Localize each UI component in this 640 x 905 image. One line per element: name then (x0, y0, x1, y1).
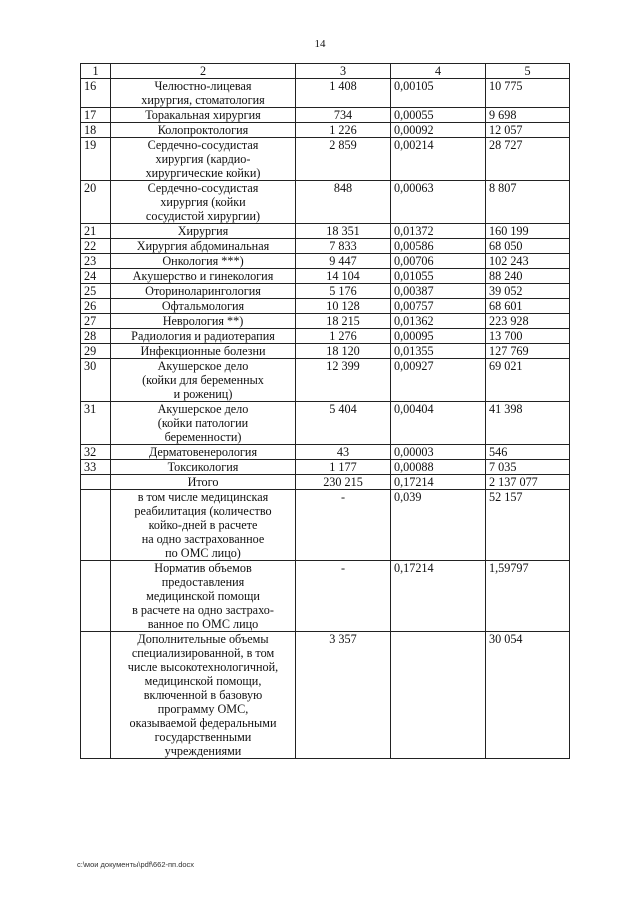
row-value-col5: 160 199 (486, 224, 570, 239)
row-number-cell: 23 (81, 254, 111, 269)
row-value-col4: 0,01362 (391, 314, 486, 329)
row-value-col5: 223 928 (486, 314, 570, 329)
row-number-cell: 30 (81, 359, 111, 402)
row-value-col4: 0,01055 (391, 269, 486, 284)
row-value-col4: 0,00757 (391, 299, 486, 314)
row-value-col4: 0,00055 (391, 108, 486, 123)
row-name-cell: Неврология **) (111, 314, 296, 329)
row-value-col4: 0,00105 (391, 79, 486, 108)
row-value-col3: 1 276 (296, 329, 391, 344)
row-value-col3: 5 176 (296, 284, 391, 299)
table-row (81, 299, 570, 314)
row-value-col3: 1 177 (296, 460, 391, 475)
row-value-col4: 0,00214 (391, 138, 486, 181)
row-number-cell: 19 (81, 138, 111, 181)
row-name-cell: Акушерство и гинекология (111, 269, 296, 284)
row-value-col4: 0,00927 (391, 359, 486, 402)
row-value-col4: 0,00088 (391, 460, 486, 475)
row-value-col4: 0,00404 (391, 402, 486, 445)
row-number-cell (81, 561, 111, 632)
row-value-col4: 0,00706 (391, 254, 486, 269)
row-value-col3: 2 859 (296, 138, 391, 181)
table-row (81, 254, 570, 269)
row-number-cell: 33 (81, 460, 111, 475)
row-number-cell: 24 (81, 269, 111, 284)
table-row (81, 79, 570, 108)
row-value-col3: 14 104 (296, 269, 391, 284)
row-number-cell: 25 (81, 284, 111, 299)
row-value-col5: 10 775 (486, 79, 570, 108)
table-row (81, 269, 570, 284)
row-value-col4: 0,17214 (391, 561, 486, 632)
row-value-col5: 102 243 (486, 254, 570, 269)
row-value-col5: 28 727 (486, 138, 570, 181)
row-value-col5: 12 057 (486, 123, 570, 138)
row-name-cell: Акушерское дело (койки патологии беременности) (111, 402, 296, 445)
row-number-cell: 29 (81, 344, 111, 359)
page-number: 14 (314, 38, 326, 50)
table-row (81, 284, 570, 299)
row-number-cell (81, 632, 111, 759)
table-header-row (81, 64, 570, 79)
footer-file-path: c:\мои документы\pdf\662-пп.docx (77, 860, 195, 869)
row-value-col3: 10 128 (296, 299, 391, 314)
row-name-cell: Онкология ***) (111, 254, 296, 269)
row-value-col3: - (296, 561, 391, 632)
table-row (81, 632, 570, 759)
row-value-col4: 0,01372 (391, 224, 486, 239)
row-value-col3: 3 357 (296, 632, 391, 759)
row-name-cell: Сердечно-сосудистая хирургия (кардио- хирургические койки) (111, 138, 296, 181)
row-value-col3: 7 833 (296, 239, 391, 254)
row-number-cell: 22 (81, 239, 111, 254)
row-value-col3: - (296, 490, 391, 561)
row-value-col3: 1 408 (296, 79, 391, 108)
row-value-col5: 9 698 (486, 108, 570, 123)
row-name-cell: Сердечно-сосудистая хирургия (койки сосудистой хирургии) (111, 181, 296, 224)
table-row (81, 239, 570, 254)
table-row (81, 445, 570, 460)
table-row (81, 123, 570, 138)
row-value-col3: 1 226 (296, 123, 391, 138)
row-value-col4: 0,00387 (391, 284, 486, 299)
row-name-cell: Торакальная хирургия (111, 108, 296, 123)
row-value-col5: 127 769 (486, 344, 570, 359)
row-value-col5: 69 021 (486, 359, 570, 402)
row-value-col5: 546 (486, 445, 570, 460)
row-value-col3: 12 399 (296, 359, 391, 402)
row-number-cell: 26 (81, 299, 111, 314)
row-number-cell (81, 475, 111, 490)
row-value-col4: 0,00003 (391, 445, 486, 460)
row-name-cell: Инфекционные болезни (111, 344, 296, 359)
row-value-col4: 0,039 (391, 490, 486, 561)
row-value-col4: 0,00092 (391, 123, 486, 138)
row-number-cell: 21 (81, 224, 111, 239)
table-row (81, 402, 570, 445)
table-row (81, 344, 570, 359)
row-name-cell: Акушерское дело (койки для беременных и рожениц) (111, 359, 296, 402)
row-value-col5: 88 240 (486, 269, 570, 284)
row-number-cell: 17 (81, 108, 111, 123)
row-value-col4: 0,17214 (391, 475, 486, 490)
header-cell: 4 (391, 64, 486, 79)
row-value-col3: 43 (296, 445, 391, 460)
row-name-cell: Итого (111, 475, 296, 490)
row-value-col3: 734 (296, 108, 391, 123)
table-row (81, 314, 570, 329)
row-value-col5: 30 054 (486, 632, 570, 759)
row-number-cell: 31 (81, 402, 111, 445)
header-cell: 5 (486, 64, 570, 79)
row-name-cell: в том числе медицинская реабилитация (количество койко-дней в расчете на одно застрахованное по ОМС лицо) (111, 490, 296, 561)
table-row (81, 224, 570, 239)
table-row (81, 359, 570, 402)
row-value-col5: 7 035 (486, 460, 570, 475)
row-value-col4: 0,00095 (391, 329, 486, 344)
row-value-col4: 0,01355 (391, 344, 486, 359)
row-name-cell: Радиология и радиотерапия (111, 329, 296, 344)
row-name-cell: Дерматовенерология (111, 445, 296, 460)
row-name-cell: Дополнительные объемы специализированной, в том числе высокотехнологичной, медицинской помощи, включенной в базовую программу ОМС, оказываемой федеральными государственными учреждениями (111, 632, 296, 759)
row-value-col5: 41 398 (486, 402, 570, 445)
row-number-cell: 20 (81, 181, 111, 224)
row-value-col5: 1,59797 (486, 561, 570, 632)
row-value-col5: 68 050 (486, 239, 570, 254)
table-row (81, 108, 570, 123)
row-value-col5: 2 137 077 (486, 475, 570, 490)
row-name-cell: Челюстно-лицевая хирургия, стоматология (111, 79, 296, 108)
row-value-col4: 0,00586 (391, 239, 486, 254)
row-value-col3: 848 (296, 181, 391, 224)
row-number-cell: 27 (81, 314, 111, 329)
table-row (81, 460, 570, 475)
row-value-col3: 18 120 (296, 344, 391, 359)
row-name-cell: Оториноларингология (111, 284, 296, 299)
row-number-cell: 18 (81, 123, 111, 138)
row-value-col3: 230 215 (296, 475, 391, 490)
row-name-cell: Токсикология (111, 460, 296, 475)
table-row (81, 475, 570, 490)
row-number-cell: 32 (81, 445, 111, 460)
header-cell: 3 (296, 64, 391, 79)
data-table (80, 63, 570, 759)
row-value-col5: 52 157 (486, 490, 570, 561)
row-value-col4 (391, 632, 486, 759)
table-row (81, 138, 570, 181)
header-cell: 1 (81, 64, 111, 79)
table-row (81, 490, 570, 561)
row-name-cell: Норматив объемов предоставления медицинской помощи в расчете на одно застрахо- ванное по ОМС лицо (111, 561, 296, 632)
row-value-col3: 5 404 (296, 402, 391, 445)
row-value-col5: 13 700 (486, 329, 570, 344)
table-row (81, 561, 570, 632)
row-name-cell: Хирургия (111, 224, 296, 239)
row-number-cell (81, 490, 111, 561)
row-value-col3: 18 215 (296, 314, 391, 329)
row-value-col3: 18 351 (296, 224, 391, 239)
row-name-cell: Колопроктология (111, 123, 296, 138)
row-value-col5: 39 052 (486, 284, 570, 299)
row-value-col3: 9 447 (296, 254, 391, 269)
row-value-col5: 68 601 (486, 299, 570, 314)
row-number-cell: 16 (81, 79, 111, 108)
header-cell: 2 (111, 64, 296, 79)
row-name-cell: Офтальмология (111, 299, 296, 314)
table-row (81, 181, 570, 224)
row-number-cell: 28 (81, 329, 111, 344)
row-value-col5: 8 807 (486, 181, 570, 224)
row-value-col4: 0,00063 (391, 181, 486, 224)
table-row (81, 329, 570, 344)
row-name-cell: Хирургия абдоминальная (111, 239, 296, 254)
